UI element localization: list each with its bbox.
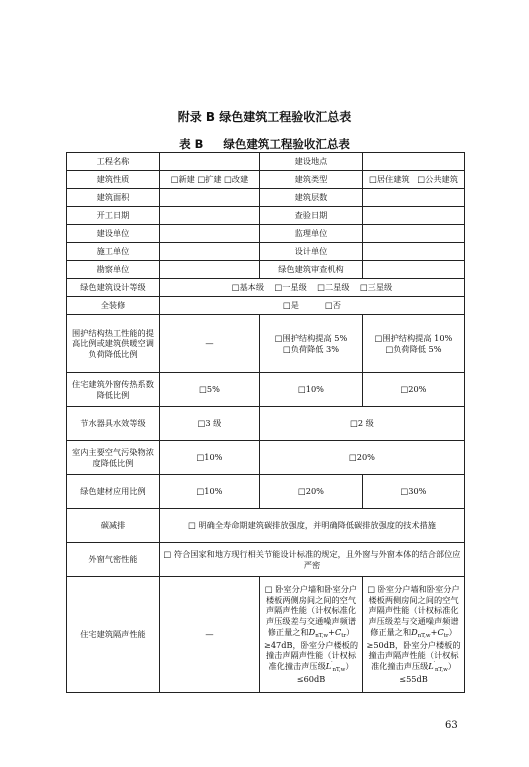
- checkbox-new[interactable]: □新建: [170, 174, 195, 185]
- envelope-option-level-3: [363, 315, 465, 373]
- start-date-value[interactable]: [160, 207, 260, 225]
- sound-option-none: —: [160, 577, 260, 693]
- table-title: [0, 136, 529, 152]
- airtightness-label: 外窗气密性能: [67, 543, 160, 577]
- building-nature-options: [160, 171, 260, 189]
- checkbox-residential[interactable]: □居住建筑: [369, 174, 410, 185]
- design-unit-value[interactable]: [363, 243, 465, 261]
- review-agency-value[interactable]: [363, 261, 465, 279]
- checkbox-material-10[interactable]: □10%: [160, 475, 260, 509]
- checkbox-envelope-5[interactable]: □围护结构提高 5%: [274, 332, 348, 343]
- checkbox-sound-level-3[interactable]: □ 卧室分户墙和卧室分户楼板两侧房间之间的空气声隔声性能（计权标准化声压级差与交通噪声频谱修正量之和$D_{nT,w}+C_{tr})\ge 50dB$，卧室分户楼板的撞击声隔声性能（计权标准化撞击声压级$L'_{nT,w})\le 55dB$: [363, 577, 465, 693]
- table-row: [67, 475, 465, 509]
- table-row: [67, 297, 465, 315]
- green-material-label: 绿色建材应用比例: [67, 475, 160, 509]
- sound-l2-airborne-text: □ 卧室分户墙和卧室分户楼板两侧房间之间的空气声隔声性能（计权标准化声压级差与交通噪声频谱修正量之和: [264, 584, 358, 637]
- checkbox-window-5[interactable]: □5%: [160, 373, 260, 407]
- building-area-label: 建筑面积: [67, 189, 160, 207]
- sound-l2-limit: ≤60dB: [296, 674, 326, 685]
- floor-count-value[interactable]: [363, 189, 465, 207]
- air-pollutant-label: 室内主要空气污染物浓度降低比例: [67, 441, 160, 475]
- sound-l3-airborne-text: □ 卧室分户墙和卧室分户楼板两侧房间之间的空气声隔声性能（计权标准化声压级差与交通噪声频谱修正量之和: [367, 584, 460, 637]
- supervision-unit-label: 监理单位: [260, 225, 363, 243]
- building-nature-label: 建筑性质: [67, 171, 160, 189]
- table-row: [67, 207, 465, 225]
- building-type-label: 建筑类型: [260, 171, 363, 189]
- checkbox-basic-level[interactable]: □基本级: [231, 282, 265, 293]
- construction-site-value[interactable]: [363, 153, 465, 171]
- checkbox-pollutant-20[interactable]: □20%: [260, 441, 465, 475]
- checkbox-three-star[interactable]: □三星级: [359, 282, 393, 293]
- table-row: [67, 577, 465, 693]
- building-area-value[interactable]: [160, 189, 260, 207]
- table-name: 绿色建筑工程验收汇总表: [223, 137, 350, 151]
- checkbox-extension[interactable]: □扩建: [197, 174, 222, 185]
- review-agency-label: 绿色建筑审查机构: [260, 261, 363, 279]
- inspection-date-label: 查验日期: [260, 207, 363, 225]
- table-row: [67, 243, 465, 261]
- construction-site-label: 建设地点: [260, 153, 363, 171]
- page-number: 63: [445, 720, 458, 731]
- table-row: [67, 441, 465, 475]
- full-decoration-label: 全装修: [67, 297, 160, 315]
- supervision-unit-value[interactable]: [363, 225, 465, 243]
- appendix-title: 附录 B 绿色建筑工程验收汇总表: [177, 110, 352, 124]
- table-row: [67, 543, 465, 577]
- survey-unit-value[interactable]: [160, 261, 260, 279]
- checkbox-carbon-reduction[interactable]: □ 明确全寿命期建筑碳排放强度，并明确降低碳排放强度的技术措施: [160, 509, 465, 543]
- design-level-label: 绿色建筑设计等级: [67, 279, 160, 297]
- checkbox-two-star[interactable]: □二星级: [317, 282, 350, 293]
- checkbox-one-star[interactable]: □一星级: [274, 282, 307, 293]
- table-row: [67, 225, 465, 243]
- acceptance-summary-table: [66, 152, 465, 693]
- carbon-reduction-label: 碳减排: [67, 509, 160, 543]
- table-row: [67, 373, 465, 407]
- table-number: 表 B: [179, 137, 204, 151]
- table-row: [67, 153, 465, 171]
- window-u-reduction-label: 住宅建筑外窗传热系数降低比例: [67, 373, 160, 407]
- contractor-unit-value[interactable]: [160, 243, 260, 261]
- project-name-label: 工程名称: [67, 153, 160, 171]
- table-row: [67, 509, 465, 543]
- checkbox-airtightness[interactable]: □ 符合国家和地方现行相关节能设计标准的规定，且外窗与外窗本体的结合部位应严密: [160, 543, 465, 577]
- table-row: [67, 189, 465, 207]
- owner-unit-value[interactable]: [160, 225, 260, 243]
- checkbox-water-grade-2[interactable]: □2 级: [260, 407, 465, 441]
- checkbox-public[interactable]: □公共建筑: [417, 174, 458, 185]
- checkbox-material-20[interactable]: □20%: [260, 475, 363, 509]
- table-row: [67, 171, 465, 189]
- checkbox-window-20[interactable]: □20%: [363, 373, 465, 407]
- checkbox-yes[interactable]: □是: [283, 300, 299, 311]
- building-type-options: [363, 171, 465, 189]
- checkbox-load-5[interactable]: □负荷降低 5%: [385, 343, 442, 354]
- envelope-option-none: —: [160, 315, 260, 373]
- water-efficiency-label: 节水器具水效等级: [67, 407, 160, 441]
- table-row: [67, 261, 465, 279]
- checkbox-load-3[interactable]: □负荷降低 3%: [282, 343, 340, 354]
- design-level-options: [160, 279, 465, 297]
- envelope-improvement-label: 围护结构热工性能的提高比例或建筑供暖空调负荷降低比例: [67, 315, 160, 373]
- checkbox-renovation[interactable]: □改建: [224, 174, 249, 185]
- checkbox-sound-level-2[interactable]: □ 卧室分户墙和卧室分户楼板两侧房间之间的空气声隔声性能（计权标准化声压级差与交通噪声频谱修正量之和$D_{nT,w}+C_{tr})\ge 47dB$，卧室分户楼板的撞击声隔声性能（计权标准化撞击声压级$L'_{nT,w})\le 60dB$: [260, 577, 363, 693]
- floor-count-label: 建筑层数: [260, 189, 363, 207]
- project-name-value[interactable]: [160, 153, 260, 171]
- design-unit-label: 设计单位: [260, 243, 363, 261]
- sound-l2-impact-text: ≥47dB，卧室分户楼板的撞击声隔声性能（计权标准化撞击声压级: [263, 639, 359, 672]
- inspection-date-value[interactable]: [363, 207, 465, 225]
- table-row: [67, 279, 465, 297]
- table-row: [67, 407, 465, 441]
- contractor-unit-label: 施工单位: [67, 243, 160, 261]
- checkbox-material-30[interactable]: □30%: [363, 475, 465, 509]
- checkbox-window-10[interactable]: □10%: [260, 373, 363, 407]
- start-date-label: 开工日期: [67, 207, 160, 225]
- full-decoration-options: [160, 297, 465, 315]
- checkbox-no[interactable]: □否: [325, 300, 341, 311]
- sound-l3-limit: ≤55dB: [399, 674, 428, 685]
- checkbox-water-grade-3[interactable]: □3 级: [160, 407, 260, 441]
- envelope-option-level-2: [260, 315, 363, 373]
- checkbox-pollutant-10[interactable]: □10%: [160, 441, 260, 475]
- checkbox-envelope-10[interactable]: □围护结构提高 10%: [374, 332, 453, 343]
- sound-l3-impact-text: ≥50dB，卧室分户楼板的撞击声隔声性能（计权标准化撞击声压级: [366, 639, 461, 672]
- owner-unit-label: 建设单位: [67, 225, 160, 243]
- table-row: [67, 315, 465, 373]
- sound-insulation-label: 住宅建筑隔声性能: [67, 577, 160, 693]
- survey-unit-label: 勘察单位: [67, 261, 160, 279]
